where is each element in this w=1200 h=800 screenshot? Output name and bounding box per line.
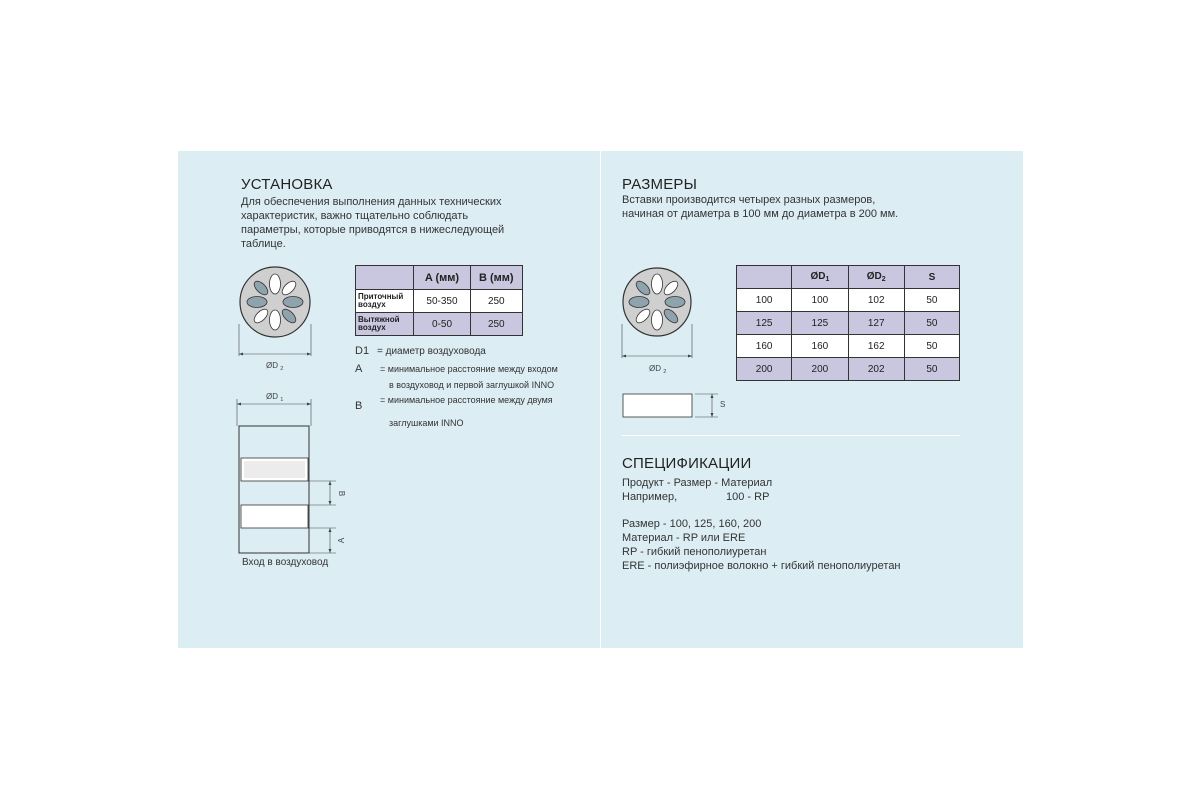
header-main: ØD	[810, 271, 826, 282]
install-row-label	[356, 290, 414, 313]
sizes-d2-label	[649, 364, 666, 375]
table-cell: 162	[848, 335, 904, 358]
d1-dimension-label	[266, 392, 283, 403]
d1-label-sub: 1	[280, 397, 284, 403]
sizes-table-header-cell	[848, 266, 904, 289]
install-table-header-cell: A (мм)	[414, 266, 470, 290]
table-row	[737, 312, 960, 335]
table-cell: 0-50	[414, 313, 470, 336]
table-cell: 250	[470, 290, 522, 313]
d2-dimension-label	[266, 361, 283, 372]
legend-b-line2: заглушками INNO	[389, 418, 464, 428]
table-cell: 100	[737, 289, 792, 312]
row-label-line: воздух	[358, 323, 386, 332]
table-row	[356, 290, 523, 313]
table-cell: 100	[792, 289, 848, 312]
legend-b-key: B	[355, 400, 363, 412]
install-intro	[241, 195, 561, 251]
table-row	[737, 289, 960, 312]
install-table-header	[356, 266, 523, 290]
row-label-line: Вытяжной	[358, 315, 400, 324]
spec-format-line: Продукт - Размер - Материал	[622, 477, 773, 489]
table-cell: 125	[792, 312, 848, 335]
table-cell: 250	[470, 313, 522, 336]
table-cell: 127	[848, 312, 904, 335]
header-sub: 2	[881, 276, 886, 283]
legend-b-line1: = минимальное расстояние между двумя	[380, 395, 553, 405]
sizes-d2-sub: 2	[663, 369, 667, 375]
install-table-header-cell: B (мм)	[470, 266, 522, 290]
table-cell: 125	[737, 312, 792, 335]
entrance-caption: Вход в воздуховод	[242, 557, 329, 568]
table-cell: 50	[904, 358, 959, 381]
table-row	[737, 335, 960, 358]
s-dimension-label: S	[720, 400, 726, 409]
table-cell: 50-350	[414, 290, 470, 313]
table-row	[356, 313, 523, 336]
header-main: ØD	[866, 271, 882, 282]
d2-label-text: ØD	[266, 361, 278, 370]
row-label-line: Приточный	[358, 292, 404, 301]
spec-title: СПЕЦИФИКАЦИИ	[622, 455, 752, 472]
install-table-corner	[356, 266, 414, 290]
table-cell: 50	[904, 335, 959, 358]
table-cell: 200	[792, 358, 848, 381]
spec-line: ERE - полиэфирное волокно + гибкий пенополиуретан	[622, 560, 901, 572]
install-title: УСТАНОВКА	[241, 176, 333, 193]
install-intro-line: характеристик, важно тщательно соблюдать	[241, 210, 469, 222]
table-cell: 160	[792, 335, 848, 358]
sizes-d2-text: ØD	[649, 364, 661, 373]
sizes-table-header	[737, 266, 960, 289]
insert-side-diagram	[618, 388, 728, 424]
table-cell: 200	[737, 358, 792, 381]
sizes-title: РАЗМЕРЫ	[622, 176, 698, 193]
insert-face-icon	[240, 267, 310, 337]
spec-line: Материал - RP или ERE	[622, 532, 746, 544]
sizes-intro-line: Вставки производится четырех разных размеров,	[622, 194, 876, 206]
legend-a-line1: = минимальное расстояние между входом	[380, 364, 558, 374]
legend-d1-key: D1	[355, 345, 370, 357]
sizes-intro	[622, 193, 952, 221]
insert-face-icon	[623, 268, 691, 336]
spec-line: RP - гибкий пенополиуретан	[622, 546, 767, 558]
legend-a-line2: в воздуховод и первой заглушкой INNO	[389, 380, 555, 390]
table-row	[737, 358, 960, 381]
table-cell: 102	[848, 289, 904, 312]
sizes-intro-line: начиная от диаметра в 100 мм до диаметра в 200 мм.	[622, 208, 899, 220]
install-row-label	[356, 313, 414, 336]
sizes-table	[736, 265, 960, 381]
sizes-insert-diagram	[615, 266, 705, 366]
table-cell: 160	[737, 335, 792, 358]
sizes-table-corner	[737, 266, 792, 289]
insert-face-diagram	[232, 264, 322, 376]
d1-label-text: ØD	[266, 392, 278, 401]
table-cell: 202	[848, 358, 904, 381]
dim-b-label: B	[337, 490, 347, 497]
header-sub: 1	[825, 276, 830, 283]
table-cell: 50	[904, 312, 959, 335]
row-label-line: воздух	[358, 300, 386, 309]
table-cell: 50	[904, 289, 959, 312]
install-intro-line: таблице.	[241, 238, 286, 250]
spec-example-value: 100 - RP	[726, 491, 770, 503]
section-divider	[622, 435, 960, 436]
install-intro-line: Для обеспечения выполнения данных технических	[241, 196, 502, 208]
install-intro-line: параметры, которые приводятся в нижеследующей	[241, 224, 505, 236]
dim-a-label: A	[337, 537, 347, 544]
spec-line: Размер - 100, 125, 160, 200	[622, 518, 762, 530]
legend-d1-text: = диаметр воздуховода	[377, 346, 486, 357]
legend-a-key: A	[355, 363, 363, 375]
spec-example-label: Например,	[622, 491, 678, 503]
sizes-table-header-cell	[792, 266, 848, 289]
sizes-table-header-cell: S	[904, 266, 959, 289]
install-table	[355, 265, 523, 336]
d2-label-sub: 2	[280, 366, 284, 372]
